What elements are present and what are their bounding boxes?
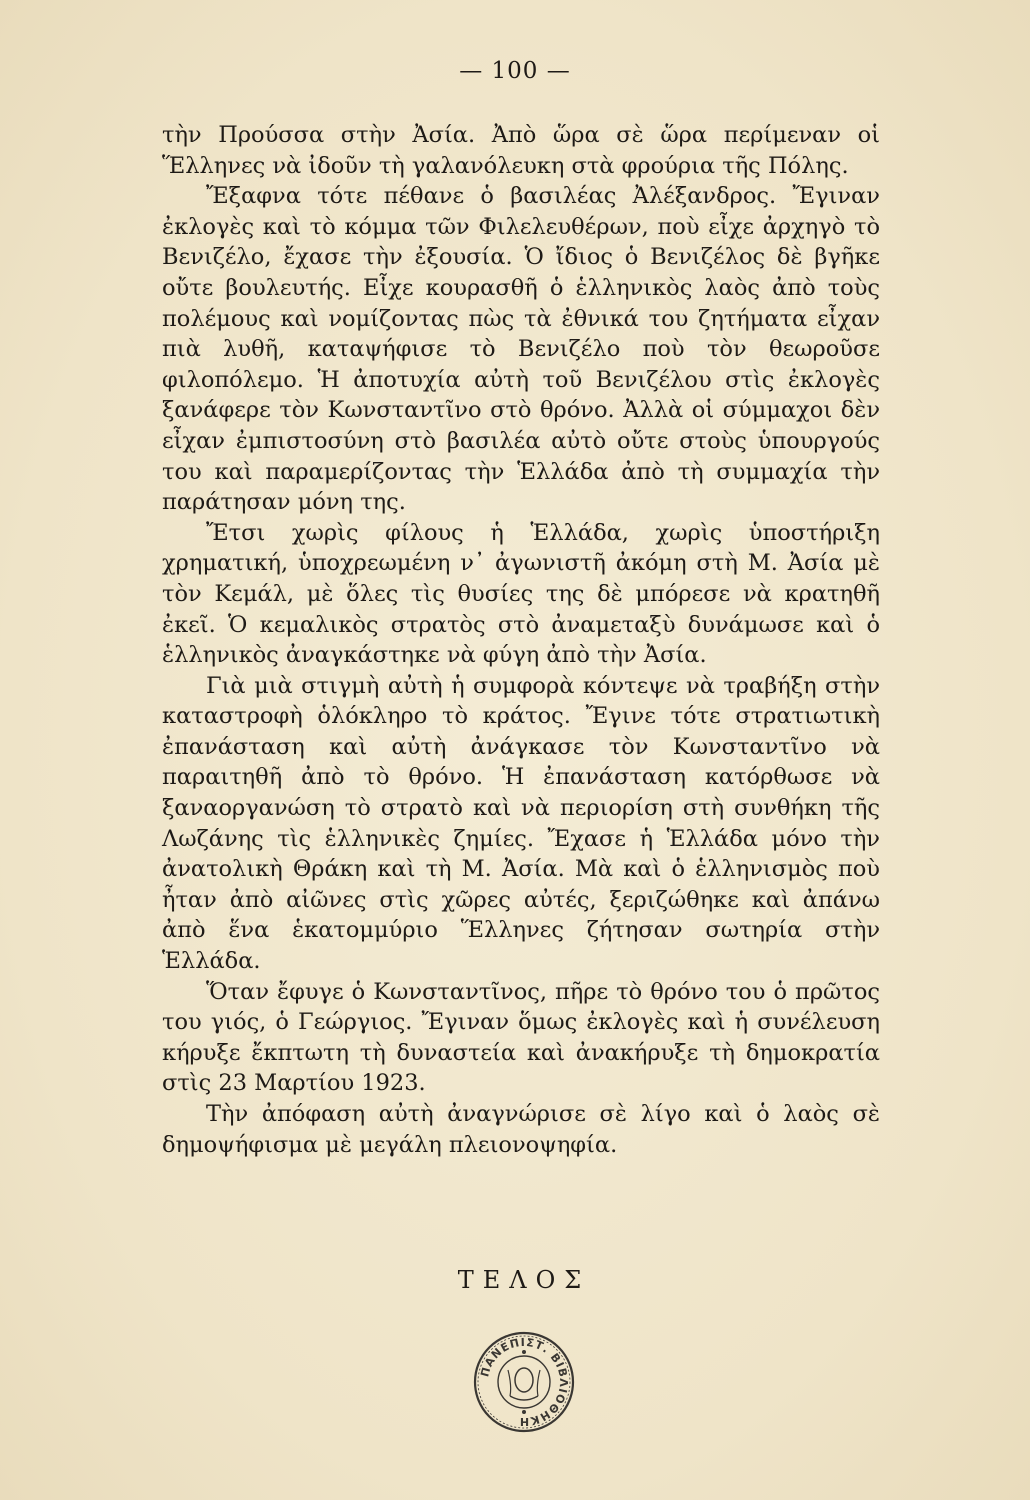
page-number: — 100 —: [459, 58, 571, 84]
paragraph: Ἔξαφνα τότε πέθανε ὁ βασιλέας Ἀλέξανδρος. Ἔγιναν ἐκλογὲς καὶ τὸ κόμμα τῶν Φιλελευθέρων, ποὺ εἶχε ἀρχηγὸ τὸ Βενιζέλο, ἔχασε τὴν ἐξουσία. Ὁ ἴδιος ὁ Βενιζέλος δὲ βγῆκε οὔτε βουλευτής. Εἶχε κουρασθῆ ὁ ἑλληνικὸς λαὸς ἀπὸ τοὺς πολέμους καὶ νομίζοντας πὼς τὰ ἐθνικά του ζητήματα εἶχαν πιὰ λυθῆ, καταψήφισε τὸ Βενιζέλο ποὺ τὸν θεωροῦσε φιλοπόλεμο. Ἡ ἀποτυχία αὐτὴ τοῦ Βενιζέλου στὶς ἐκλογὲς ξανάφερε τὸν Κωνσταντῖνο στὸ θρόνο. Ἀλλὰ οἱ σύμμαχοι δὲν εἶχαν ἐμπιστοσύνη στὸ βασιλέα αὐτὸ οὔτε στοὺς ὑπουργούς του καὶ παραμερίζοντας τὴν Ἑλλάδα ἀπὸ τὴ συμμαχία τὴν παράτησαν μόνη της.: [162, 183, 880, 516]
svg-text:ΠΑΝΕΠΙΣΤ. ΒΙΒΛΙΟΘΗΚΗ: [478, 1336, 570, 1428]
stamp-text: ΠΑΝΕΠΙΣΤ. ΒΙΒΛΙΟΘΗΚΗ: [478, 1335, 571, 1429]
end-title: ΤΕΛΟΣ: [457, 1266, 591, 1294]
paragraph: Ὅταν ἔφυγε ὁ Κωνσταντῖνος, πῆρε τὸ θρόνο του ὁ πρῶτος του γιός, ὁ Γεώργιος. Ἔγιναν ὅμως ἐκλογὲς καὶ ἡ συνέλευση κήρυξε ἔκπτωτη τὴ δυναστεία καὶ ἀνακήρυξε τὴ δημοκρατία στὶς 23 Μαρτίου 1923.: [162, 978, 880, 1097]
library-stamp-icon: [472, 1330, 576, 1434]
paragraph: Τὴν ἀπόφαση αὐτὴ ἀναγνώρισε σὲ λίγο καὶ ὁ λαὸς σὲ δημοψήφισμα μὲ μεγάλη πλειονοψηφία.: [162, 1101, 880, 1158]
body-text: [162, 120, 880, 1160]
paragraph: τὴν Προύσσα στὴν Ἀσία. Ἀπὸ ὥρα σὲ ὥρα περίμεναν οἱ Ἕλληνες νὰ ἰδοῦν τὴ γαλανόλευκη στὰ φρούρια τῆς Πόλης.: [162, 122, 880, 179]
paragraph: Γιὰ μιὰ στιγμὴ αὐτὴ ἡ συμφορὰ κόντεψε νὰ τραβήξη στὴν καταστροφὴ ὁλόκληρο τὸ κράτος. Ἔγινε τότε στρατιωτικὴ ἐπανάσταση καὶ αὐτὴ ἀνάγκασε τὸν Κωνσταντῖνο νὰ παραιτηθῆ ἀπὸ τὸ θρόνο. Ἡ ἐπανάσταση κατόρθωσε νὰ ξαναοργανώση τὸ στρατὸ καὶ νὰ περιορίση στὴ συνθήκη τῆς Λωζάνης τὶς ἑλληνικὲς ζημίες. Ἔχασε ἡ Ἑλλάδα μόνο τὴν ἀνατολικὴ Θράκη καὶ τὴ Μ. Ἀσία. Μὰ καὶ ὁ ἑλληνισμὸς ποὺ ἦταν ἀπὸ αἰῶνες στὶς χῶρες αὐτές, ξεριζώθηκε καὶ ἀπάνω ἀπὸ ἕνα ἑκατομμύριο Ἕλληνες ζήτησαν σωτηρία στὴν Ἑλλάδα.: [162, 672, 880, 975]
paragraph: Ἔτσι χωρὶς φίλους ἡ Ἑλλάδα, χωρὶς ὑποστήριξη χρηματική, ὑποχρεωμένη ν᾿ ἀγωνιστῆ ἀκόμη στὴ Μ. Ἀσία μὲ τὸν Κεμάλ, μὲ ὅλες τὶς θυσίες της δὲ μπόρεσε νὰ κρατηθῆ ἐκεῖ. Ὁ κεμαλικὸς στρατὸς στὸ ἀναμεταξὺ δυνάμωσε καὶ ὁ ἑλληνικὸς ἀναγκάστηκε νὰ φύγη ἀπὸ τὴν Ἀσία.: [162, 519, 880, 669]
